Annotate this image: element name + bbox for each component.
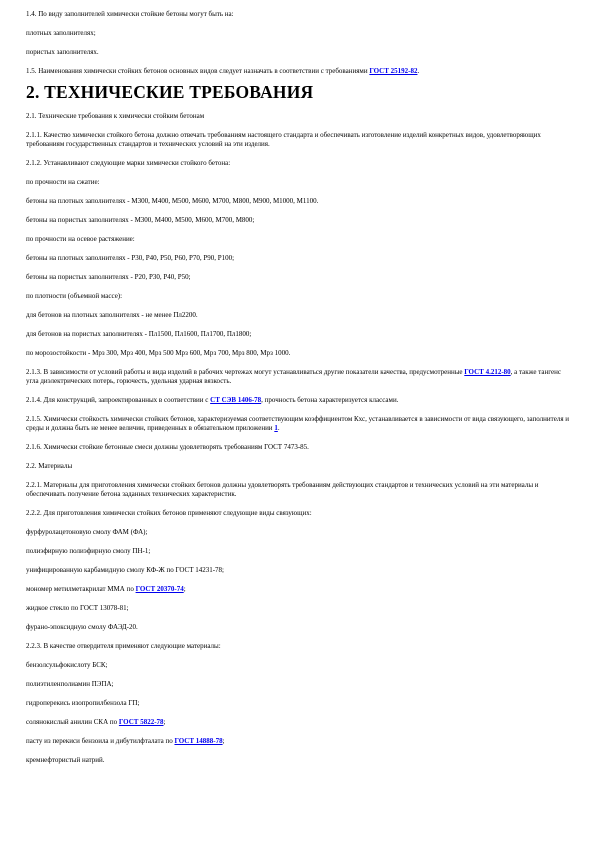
strength-compression-porous: бетоны на пористых заполнителях - М300, М400, М500, М600, М700, М800;: [26, 216, 255, 224]
density-porous: для бетонов на пористых заполнителях - Пл1500, Пл1600, Пл1700, Пл1800;: [26, 330, 252, 338]
paragraph-1-5-text: 1.5. Наименования химически стойких бетонов основных видов следует назначать в соответствии с требованиями: [26, 67, 370, 75]
gost-25192-link[interactable]: ГОСТ 25192-82: [369, 67, 418, 75]
binder-mma: [26, 585, 574, 594]
paragraph-2-1-1: 2.1.1. Качество химически стойкого бетона должно отвечать требованиям настоящего стандарта и обеспечивать изготовление изделий конкретных видов, удовлетворяющих требованиям государственных стандартов и технических условий на эти изделия.: [26, 131, 541, 148]
gost-20370-link[interactable]: ГОСТ 20370-74: [135, 585, 184, 593]
paragraph-2-1-5-text: 2.1.5. Химически стойкость химически стойких бетонов, характеризуемая соответствующим коэффициентом Кхс, устанавливается в зависимости от вида связующего, заполнителя и среды и должна быть не менее величин, приведенных в обязательном приложении: [26, 415, 570, 432]
appendix-1-link[interactable]: 1: [274, 424, 278, 432]
hardener-ska-end: ;: [163, 718, 166, 726]
paragraph-2-2-1: 2.2.1. Материалы для приготовления химически стойких бетонов должны удовлетворять требованиям действующих стандартов и технических условий на эти материалы и обеспечивать получение бетона заданных технических характеристик.: [26, 481, 539, 498]
strength-tension: по прочности на осевое растяжение:: [26, 235, 135, 243]
document-page: [26, 10, 574, 765]
binder-steklo: жидкое стекло по ГОСТ 13078-81;: [26, 604, 129, 612]
strength-tension-dense: бетоны на плотных заполнителях - Р30, Р40, Р50, Р60, Р70, Р90, Р100;: [26, 254, 235, 262]
st-sev-1406-link[interactable]: СТ СЭВ 1406-78: [210, 396, 262, 404]
hardener-ska-text: солянокислый анилин СКА по: [26, 718, 119, 726]
binder-mma-end: ;: [183, 585, 186, 593]
paragraph-2-1-4-end: , прочность бетона характеризуется классами.: [261, 396, 399, 404]
paragraph-2-1-3-end: , а также тангенс угла диэлектрических потерь, горючесть, удельная ударная вязкость.: [26, 368, 562, 385]
section-heading: 2. ТЕХНИЧЕСКИЕ ТРЕБОВАНИЯ: [26, 82, 314, 102]
binder-mma-text: мономер метилметакрилат ММА по: [26, 585, 136, 593]
hardener-pasta: [26, 737, 574, 746]
binder-kfzh: унифицированную карбамидную смолу КФ-Ж по ГОСТ 14231-78;: [26, 566, 225, 574]
strength-compression: по прочности на сжатие:: [26, 178, 100, 186]
paragraph-2-1-2: 2.1.2. Устанавливают следующие марки химически стойкого бетона:: [26, 159, 231, 167]
hardener-gp: гидроперекись изопропилбензола ГП;: [26, 699, 140, 707]
list-item-plotnyh: плотных заполнителях;: [26, 29, 96, 37]
paragraph-2-2-3: 2.2.3. В качестве отвердителя применяют следующие материалы:: [26, 642, 221, 650]
hardener-pepa: полиэтиленполиамин ПЭПА;: [26, 680, 114, 688]
paragraph-1-5-end: .: [417, 67, 420, 75]
hardener-pasta-text: пасту из перекиси бензоила и дибутилфталата по: [26, 737, 175, 745]
hardener-ska: [26, 718, 574, 727]
paragraph-2-1-3-text: 2.1.3. В зависимости от условий работы и вида изделий в рабочих чертежах могут устанавливаться другие показатели качества, предусмотренные: [26, 368, 465, 376]
strength-compression-dense: бетоны на плотных заполнителях - М300, М400, М500, М600, М700, М800, М900, М1000, М1100.: [26, 197, 319, 205]
binder-pn1: полиэфирную полиэфирную смолу ПН-1;: [26, 547, 151, 555]
gost-4-212-link[interactable]: ГОСТ 4.212-80: [464, 368, 511, 376]
hardener-natriy: кремнефтористый натрий.: [26, 756, 105, 764]
paragraph-2-1-3: [26, 368, 574, 386]
list-item-poristyh: пористых заполнителях.: [26, 48, 99, 56]
density-dense: для бетонов на плотных заполнителях - не менее Пл2200.: [26, 311, 198, 319]
frost-resistance: по морозостойкости - Мрз 300, Мрз 400, Мрз 500 Мрз 600, Мрз 700, Мрз 800, Мрз 1000.: [26, 349, 291, 357]
binder-fam: фурфуролацетоновую смолу ФАМ (ФА);: [26, 528, 148, 536]
gost-5822-link[interactable]: ГОСТ 5822-78: [118, 718, 164, 726]
hardener-pasta-end: ;: [222, 737, 225, 745]
paragraph-2-2-2: 2.2.2. Для приготовления химически стойких бетонов применяют следующие виды связующих:: [26, 509, 312, 517]
paragraph-2-2: 2.2. Материалы: [26, 462, 73, 470]
paragraph-2-1-4-text: 2.1.4. Для конструкций, запроектированных в соответствии с: [26, 396, 211, 404]
binder-faed: фурано-эпоксидную смолу ФАЭД-20.: [26, 623, 138, 631]
paragraph-1-5: [26, 67, 574, 76]
paragraph-2-1-5: [26, 415, 574, 433]
hardener-bsk: бензолсульфокислоту БСК;: [26, 661, 108, 669]
gost-14888-link[interactable]: ГОСТ 14888-78: [174, 737, 223, 745]
paragraph-2-1-6: 2.1.6. Химически стойкие бетонные смеси должны удовлетворять требованиям ГОСТ 7473-85.: [26, 443, 309, 451]
density: по плотности (объемной массе):: [26, 292, 123, 300]
paragraph-2-1: 2.1. Технические требования к химически стойким бетонам: [26, 112, 205, 120]
paragraph-1-4: 1.4. По виду заполнителей химически стойкие бетоны могут быть на:: [26, 10, 234, 18]
paragraph-2-1-5-end: .: [277, 424, 280, 432]
paragraph-2-1-4: [26, 396, 574, 405]
strength-tension-porous: бетоны на пористых заполнителях - Р20, Р30, Р40, Р50;: [26, 273, 191, 281]
